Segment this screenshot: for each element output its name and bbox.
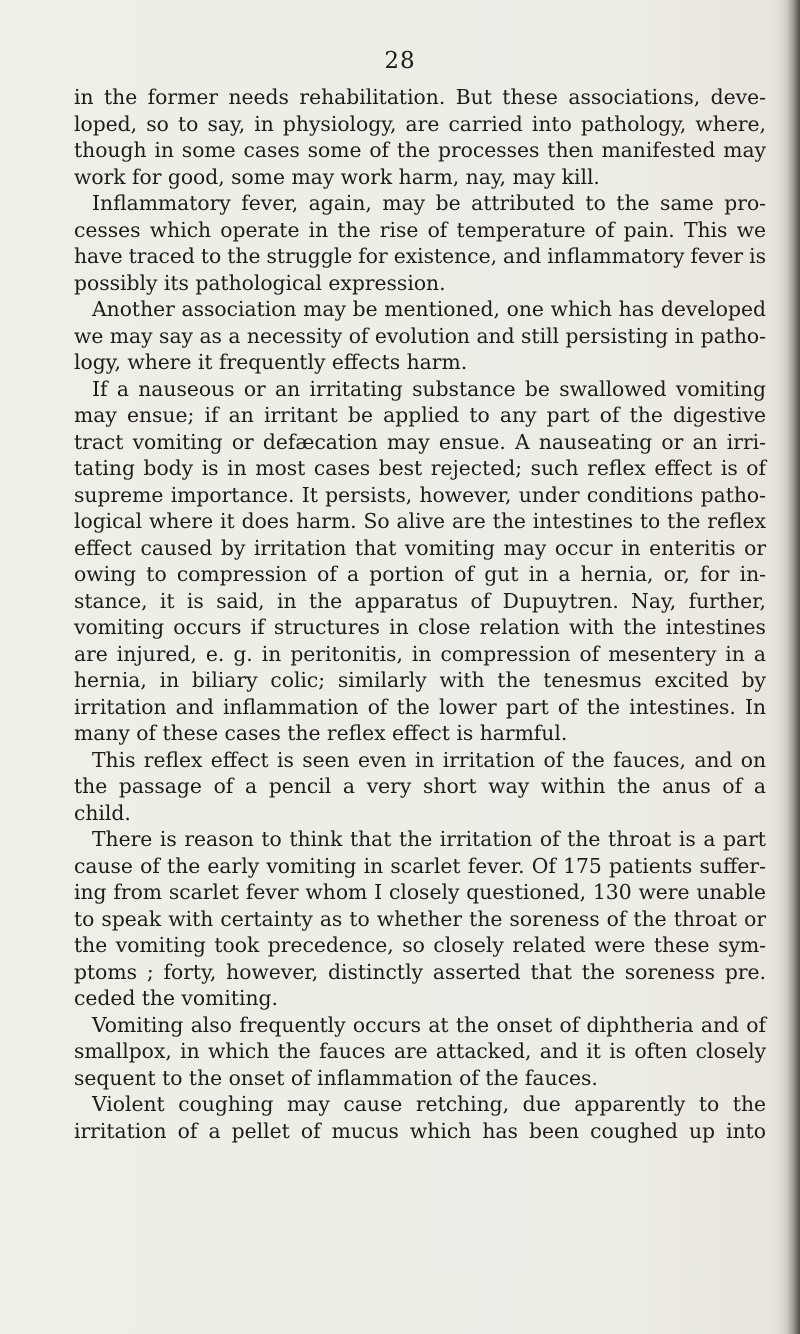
text-line: ptoms ; forty, however, distinctly asserted that the soreness pre. bbox=[74, 959, 766, 984]
text-line: Vomiting also frequently occurs at the onset of diphtheria and of bbox=[92, 1012, 767, 1037]
text-line: irritation of a pellet of mucus which has been coughed up into bbox=[74, 1118, 767, 1143]
text-line: the passage of a pencil a very short way within the anus of a bbox=[74, 774, 766, 798]
text-line: in the former needs rehabilitation. But these associations, deve- bbox=[74, 85, 766, 109]
text-line: have traced to the struggle for existence, and inflammatory fever is bbox=[74, 244, 767, 268]
text-line: irritation and inflammation of the lower part of the intestines. In bbox=[74, 694, 767, 719]
text-line: This reflex effect is seen even in irritation of the fauces, and on bbox=[92, 747, 767, 772]
text-line: to speak with certainty as to whether the soreness of the throat or bbox=[74, 906, 767, 931]
text-line: smallpox, in which the fauces are attacked, and it is often closely bbox=[74, 1039, 767, 1063]
text-line: tating body is in most cases best rejected; such reflex effect is of bbox=[74, 456, 767, 480]
text-line: Inflammatory fever, again, may be attributed to the same pro- bbox=[92, 191, 767, 215]
text-line: cesses which operate in the rise of temperature of pain. This we bbox=[74, 217, 766, 242]
text-line: stance, it is said, in the apparatus of Dupuytren. Nay, further, bbox=[74, 588, 766, 613]
text-line: owing to compression of a portion of gut in a hernia, or, for in- bbox=[74, 562, 767, 586]
text-line: many of these cases the reflex effect is harmful. bbox=[74, 721, 568, 745]
text-line: ing from scarlet fever whom I closely questioned, 130 were unable bbox=[74, 880, 767, 904]
text-line: may ensue; if an irritant be applied to any part of the digestive bbox=[74, 403, 767, 427]
text-line: are injured, e. g. in peritonitis, in compression of mesentery in a bbox=[74, 641, 766, 666]
page-number: 28 bbox=[384, 48, 416, 74]
text-line: child. bbox=[74, 800, 131, 825]
text-line: tract vomiting or defæcation may ensue. A nauseating or an irri- bbox=[74, 429, 766, 454]
text-line: vomiting occurs if structures in close relation with the intestines bbox=[74, 615, 766, 639]
text-line: we may say as a necessity of evolution and still persisting in patho- bbox=[74, 323, 766, 348]
text-line: There is reason to think that the irritation of the throat is a part bbox=[92, 827, 766, 851]
text-line: sequent to the onset of inflammation of the fauces. bbox=[74, 1065, 598, 1090]
text-line: possibly its pathological expression. bbox=[74, 270, 446, 295]
text-line: Another association may be mentioned, one which has developed bbox=[92, 297, 766, 321]
text-line: though in some cases some of the processes then manifested may bbox=[74, 138, 767, 162]
text-line: Violent coughing may cause retching, due apparently to the bbox=[92, 1092, 767, 1116]
text-line: effect caused by irritation that vomiting may occur in enteritis or bbox=[74, 535, 767, 560]
text-line: ceded the vomiting. bbox=[74, 986, 278, 1010]
text-line: hernia, in biliary colic; similarly with the tenesmus excited by bbox=[74, 668, 767, 692]
text-line: supreme importance. It persists, however, under conditions patho- bbox=[74, 482, 766, 507]
text-line: work for good, some may work harm, nay, may kill. bbox=[74, 164, 600, 189]
text-line: loped, so to say, in physiology, are carried into pathology, where, bbox=[74, 111, 766, 136]
text-line: cause of the early vomiting in scarlet fever. Of 175 patients suffer- bbox=[74, 853, 766, 878]
text-line: logical where it does harm. So alive are the intestines to the reflex bbox=[74, 509, 766, 533]
body-text bbox=[74, 84, 766, 1144]
text-line: logy, where it frequently effects harm. bbox=[74, 350, 468, 374]
text-line: If a nauseous or an irritating substance be swallowed vomiting bbox=[92, 376, 766, 401]
page-edge-shadow bbox=[778, 0, 800, 1334]
text-line: the vomiting took precedence, so closely related were these sym- bbox=[74, 933, 767, 957]
